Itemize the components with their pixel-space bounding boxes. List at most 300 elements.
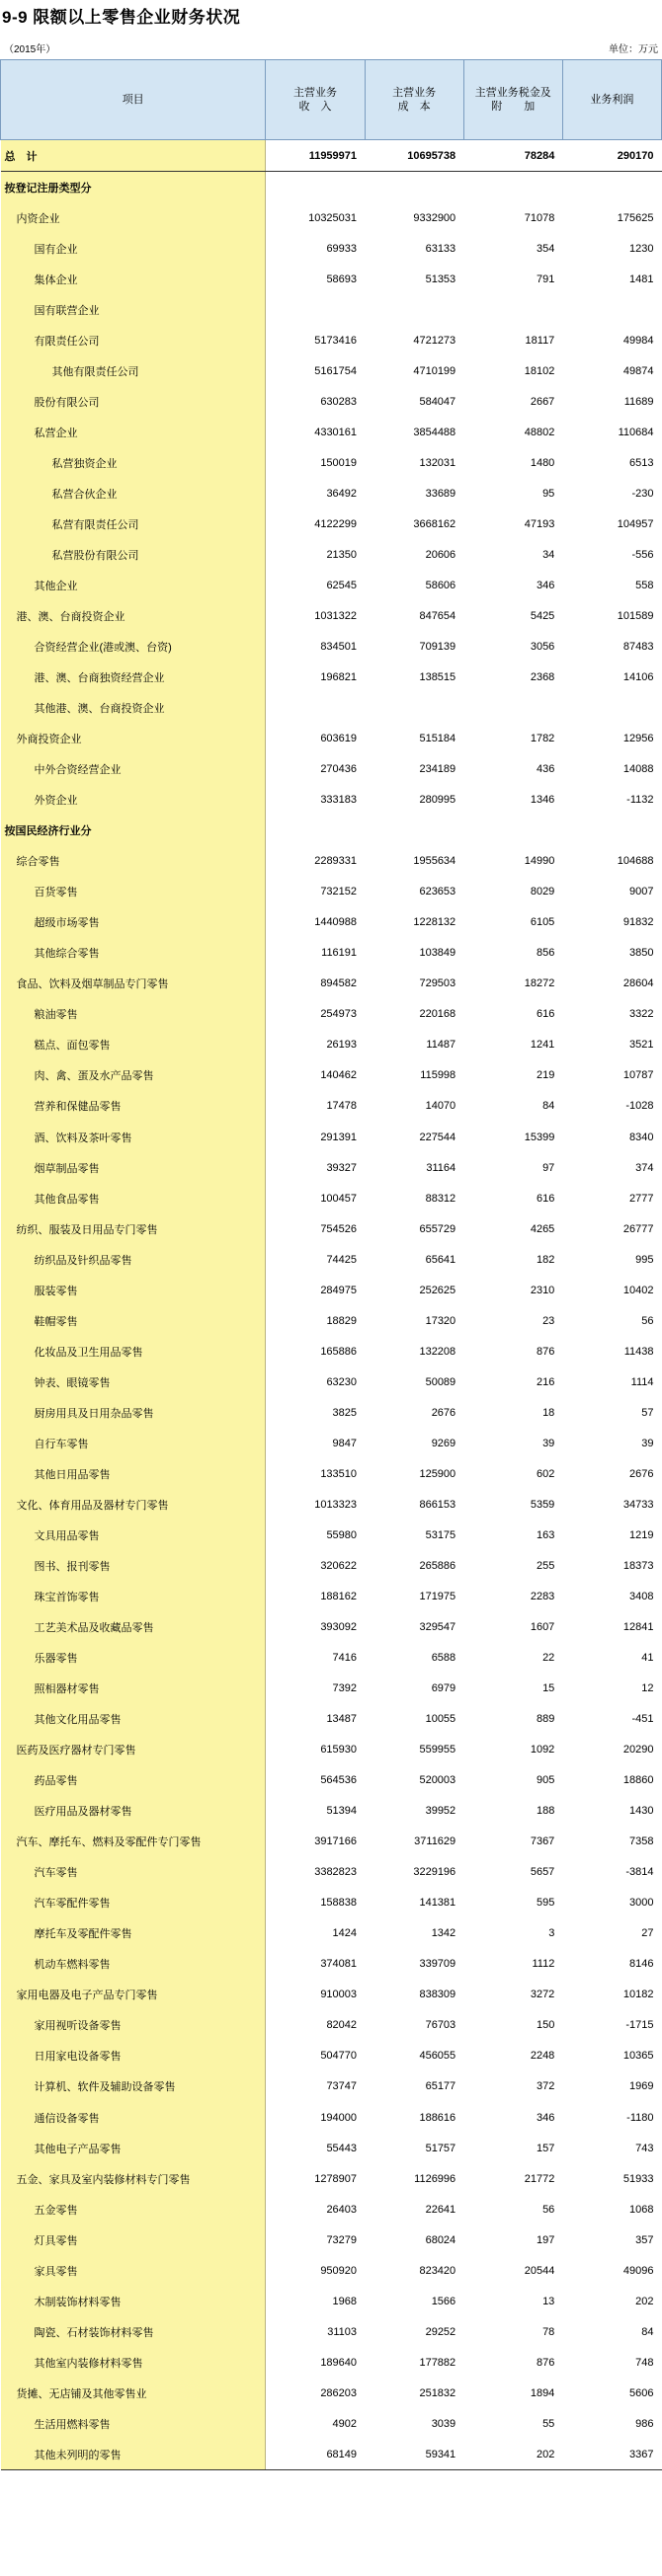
cell-cost: 58606 bbox=[425, 579, 456, 591]
row-label: 私营股份有限公司 bbox=[1, 539, 266, 570]
table-row bbox=[1, 264, 662, 294]
table-row bbox=[1, 570, 662, 600]
cell-cost: 234189 bbox=[419, 763, 456, 776]
cell-profit: 6513 bbox=[629, 456, 654, 469]
row-label: 家用电器及电子产品专门零售 bbox=[1, 1980, 266, 2010]
cell-profit: 743 bbox=[635, 2142, 654, 2154]
cell-cost: 51353 bbox=[425, 273, 456, 285]
cell-cost: 59341 bbox=[365, 2439, 463, 2470]
cell-profit: 7358 bbox=[629, 1835, 654, 1848]
cell-cost: 584047 bbox=[419, 395, 456, 408]
cell-tax: 56 bbox=[542, 2203, 555, 2216]
cell-revenue: 3917166 bbox=[314, 1835, 358, 1848]
table-row bbox=[1, 2347, 662, 2378]
cell-profit: 26777 bbox=[622, 1222, 654, 1235]
cell-tax: 876 bbox=[536, 2356, 555, 2369]
cell-tax: 15399 bbox=[524, 1131, 555, 1143]
cell-cost: 17320 bbox=[425, 1314, 456, 1327]
row-label: 服装零售 bbox=[1, 1275, 266, 1305]
cell-tax: 14990 bbox=[524, 855, 555, 868]
cell-revenue: 5161754 bbox=[314, 364, 358, 377]
cell-cost: 4710199 bbox=[413, 364, 456, 377]
cell-profit: 28604 bbox=[622, 977, 654, 990]
table-row bbox=[1, 785, 662, 816]
row-label: 汽车零售 bbox=[1, 1857, 266, 1888]
table-body bbox=[1, 140, 662, 2470]
cell-profit: 9007 bbox=[629, 886, 654, 898]
cell-profit: 87483 bbox=[622, 641, 654, 654]
cell-tax: 616 bbox=[536, 1192, 555, 1205]
cell-profit: -230 bbox=[631, 487, 654, 500]
table-row bbox=[1, 1122, 662, 1152]
cell-revenue: 7416 bbox=[332, 1652, 358, 1665]
cell-revenue: 3382823 bbox=[314, 1866, 358, 1879]
cell-revenue: 39327 bbox=[326, 1161, 358, 1174]
cell-tax: 889 bbox=[536, 1713, 555, 1726]
cell-profit: 49096 bbox=[622, 2264, 654, 2277]
cell-revenue: 26403 bbox=[326, 2203, 358, 2216]
table-row bbox=[1, 2225, 662, 2255]
table-row bbox=[1, 1704, 662, 1735]
cell-cost: 20606 bbox=[425, 548, 456, 561]
row-label: 私营企业 bbox=[1, 417, 266, 447]
cell-tax: 163 bbox=[536, 1528, 555, 1541]
cell-tax: 3272 bbox=[530, 1989, 555, 2001]
table-header-row bbox=[1, 60, 662, 140]
cell-tax: 2283 bbox=[530, 1590, 555, 1602]
cell-profit: 1230 bbox=[629, 242, 654, 255]
cell-cost: 709139 bbox=[419, 641, 456, 654]
cell-profit: 51933 bbox=[622, 2172, 654, 2185]
cell-cost: 1228132 bbox=[413, 916, 456, 929]
cell-profit: 1114 bbox=[630, 1375, 654, 1388]
row-label: 工艺美术品及收藏品零售 bbox=[1, 1612, 266, 1643]
cell-profit: 10787 bbox=[622, 1069, 654, 1082]
cell-profit: -1028 bbox=[625, 1100, 654, 1113]
row-label: 陶瓷、石材装饰材料零售 bbox=[1, 2316, 266, 2347]
cell-profit: 8146 bbox=[629, 1958, 654, 1971]
cell-tax: 4265 bbox=[530, 1222, 555, 1235]
row-label: 外资企业 bbox=[1, 785, 266, 816]
cell-revenue: 950920 bbox=[320, 2264, 358, 2277]
row-label: 肉、禽、蛋及水产品零售 bbox=[1, 1060, 266, 1091]
row-label: 机动车燃料零售 bbox=[1, 1949, 266, 1980]
cell-tax: 13 bbox=[542, 2295, 555, 2307]
cell-tax: 354 bbox=[536, 242, 555, 255]
cell-revenue: 13487 bbox=[326, 1713, 358, 1726]
cell-profit: 10402 bbox=[622, 1284, 654, 1296]
cell-revenue: 63230 bbox=[326, 1375, 358, 1388]
cell-tax: 219 bbox=[536, 1069, 555, 1082]
table-row bbox=[1, 1888, 662, 1918]
table-row bbox=[1, 2316, 662, 2347]
cell-cost: 823420 bbox=[419, 2264, 456, 2277]
cell-cost: 171975 bbox=[419, 1590, 456, 1602]
cell-cost: 10695738 bbox=[365, 140, 463, 172]
cell-profit: 12956 bbox=[622, 733, 654, 745]
cell-cost: 6979 bbox=[431, 1682, 456, 1695]
cell-revenue: 603619 bbox=[320, 733, 358, 745]
row-label: 其他文化用品零售 bbox=[1, 1704, 266, 1735]
cell-tax: 1346 bbox=[530, 794, 555, 807]
cell-cost: 251832 bbox=[419, 2386, 456, 2399]
cell-cost: 76703 bbox=[425, 2019, 456, 2032]
cell-tax: 71078 bbox=[524, 211, 555, 224]
cell-tax: 18117 bbox=[525, 334, 555, 347]
cell-cost: 265886 bbox=[419, 1559, 456, 1572]
cell-revenue: 910003 bbox=[320, 1989, 358, 2001]
cell-profit: 104957 bbox=[617, 517, 654, 530]
cell-revenue: 291391 bbox=[320, 1131, 358, 1143]
cell-tax: 23 bbox=[542, 1314, 555, 1327]
table-row bbox=[1, 846, 662, 877]
cell-revenue: 5173416 bbox=[314, 334, 358, 347]
cell-tax bbox=[463, 294, 562, 325]
cell-tax bbox=[463, 172, 562, 203]
cell-profit bbox=[562, 693, 661, 724]
cell-tax: 182 bbox=[536, 1253, 555, 1266]
cell-tax: 602 bbox=[536, 1467, 555, 1480]
row-label: 按登记注册类型分 bbox=[1, 172, 266, 203]
row-label: 糕点、面包零售 bbox=[1, 1030, 266, 1060]
row-label: 其他有限责任公司 bbox=[1, 355, 266, 386]
cell-cost: 559955 bbox=[419, 1744, 456, 1756]
cell-tax: 150 bbox=[536, 2019, 555, 2032]
cell-profit: 3408 bbox=[629, 1590, 654, 1602]
cell-tax: 1241 bbox=[530, 1039, 555, 1052]
table-row bbox=[1, 2378, 662, 2408]
cell-profit: 12 bbox=[641, 1682, 654, 1695]
row-label: 总 计 bbox=[1, 140, 266, 172]
row-label: 其他企业 bbox=[1, 570, 266, 600]
row-label: 药品零售 bbox=[1, 1765, 266, 1796]
cell-profit: 20290 bbox=[622, 1744, 654, 1756]
table-row bbox=[1, 1857, 662, 1888]
cell-profit: 374 bbox=[635, 1161, 654, 1174]
cell-profit bbox=[562, 294, 661, 325]
cell-revenue: 21350 bbox=[326, 548, 358, 561]
cell-tax: 34 bbox=[542, 548, 555, 561]
table-row bbox=[1, 202, 662, 233]
cell-profit: 2676 bbox=[629, 1467, 654, 1480]
cell-cost: 51757 bbox=[425, 2142, 456, 2154]
cell-revenue: 1440988 bbox=[314, 916, 358, 929]
cell-tax: 3056 bbox=[530, 641, 555, 654]
table-row bbox=[1, 2041, 662, 2071]
cell-profit: 986 bbox=[635, 2417, 654, 2430]
table-row bbox=[1, 325, 662, 355]
cell-revenue: 189640 bbox=[320, 2356, 358, 2369]
cell-cost: 177882 bbox=[419, 2356, 456, 2369]
cell-revenue: 82042 bbox=[326, 2019, 358, 2032]
cell-profit: 1481 bbox=[629, 273, 654, 285]
cell-revenue: 732152 bbox=[320, 886, 358, 898]
cell-revenue: 116191 bbox=[321, 947, 358, 960]
row-label: 合资经营企业(港或澳、台资) bbox=[1, 632, 266, 663]
cell-tax: 47193 bbox=[524, 517, 555, 530]
cell-profit: 5606 bbox=[629, 2386, 654, 2399]
cell-cost: 141381 bbox=[419, 1897, 456, 1910]
cell-profit: 49984 bbox=[622, 334, 654, 347]
row-label: 医疗用品及器材零售 bbox=[1, 1796, 266, 1827]
cell-revenue: 630283 bbox=[320, 395, 358, 408]
cell-revenue bbox=[266, 816, 365, 846]
cell-tax: 876 bbox=[536, 1345, 555, 1358]
cell-tax: 856 bbox=[536, 947, 555, 960]
cell-profit: 1969 bbox=[629, 2080, 654, 2093]
table-row bbox=[1, 140, 662, 172]
cell-cost: 623653 bbox=[419, 886, 456, 898]
cell-revenue: 74425 bbox=[326, 1253, 358, 1266]
table-row bbox=[1, 478, 662, 508]
row-label: 有限责任公司 bbox=[1, 325, 266, 355]
cell-tax: 1782 bbox=[530, 733, 555, 745]
cell-tax: 15 bbox=[542, 1682, 555, 1695]
cell-revenue: 188162 bbox=[320, 1590, 358, 1602]
row-label: 纺织品及针织品零售 bbox=[1, 1244, 266, 1275]
cell-profit: 3322 bbox=[629, 1008, 654, 1021]
cell-tax: 1607 bbox=[530, 1621, 555, 1634]
cell-tax: 1894 bbox=[530, 2386, 555, 2399]
cell-revenue: 9847 bbox=[332, 1437, 358, 1449]
row-label: 外商投资企业 bbox=[1, 724, 266, 754]
cell-profit: 11438 bbox=[623, 1345, 654, 1358]
cell-revenue: 140462 bbox=[320, 1069, 358, 1082]
cell-cost: 280995 bbox=[419, 794, 456, 807]
row-label: 超级市场零售 bbox=[1, 907, 266, 938]
header-cost: 主营业务 成 本 bbox=[365, 60, 463, 140]
row-label: 其他食品零售 bbox=[1, 1183, 266, 1213]
cell-profit: -1132 bbox=[626, 794, 654, 807]
cell-profit: 57 bbox=[641, 1406, 654, 1419]
cell-revenue: 4330161 bbox=[314, 426, 358, 438]
cell-revenue: 254973 bbox=[320, 1008, 358, 1021]
cell-revenue: 17478 bbox=[326, 1100, 358, 1113]
cell-revenue: 374081 bbox=[320, 1958, 358, 1971]
header-profit: 业务利润 bbox=[562, 60, 661, 140]
table-row bbox=[1, 1366, 662, 1397]
cell-tax: 8029 bbox=[530, 886, 555, 898]
cell-cost: 3711629 bbox=[414, 1835, 456, 1848]
table-row bbox=[1, 2286, 662, 2316]
row-label: 家具零售 bbox=[1, 2255, 266, 2286]
table-row bbox=[1, 172, 662, 203]
cell-revenue: 754526 bbox=[320, 1222, 358, 1235]
cell-tax: 5657 bbox=[530, 1866, 555, 1879]
cell-tax: 2667 bbox=[530, 395, 555, 408]
cell-revenue: 73279 bbox=[326, 2233, 358, 2246]
cell-cost: 339709 bbox=[419, 1958, 456, 1971]
cell-cost: 138515 bbox=[419, 671, 456, 684]
row-label: 集体企业 bbox=[1, 264, 266, 294]
table-row bbox=[1, 663, 662, 693]
row-label: 化妆品及卫生用品零售 bbox=[1, 1336, 266, 1366]
cell-cost: 132208 bbox=[419, 1345, 456, 1358]
table-row bbox=[1, 1030, 662, 1060]
cell-cost: 63133 bbox=[425, 242, 456, 255]
cell-revenue: 55980 bbox=[326, 1528, 358, 1541]
table-row bbox=[1, 1949, 662, 1980]
table-row bbox=[1, 754, 662, 785]
row-label: 其他室内装修材料零售 bbox=[1, 2347, 266, 2378]
cell-tax: 78284 bbox=[463, 140, 562, 172]
cell-cost: 3854488 bbox=[413, 426, 456, 438]
cell-tax: 157 bbox=[536, 2142, 555, 2154]
table-row bbox=[1, 693, 662, 724]
cell-cost: 103849 bbox=[419, 947, 456, 960]
cell-profit: 18860 bbox=[622, 1774, 654, 1787]
cell-profit: 175625 bbox=[617, 211, 654, 224]
cell-profit: 3521 bbox=[629, 1039, 654, 1052]
row-label: 五金零售 bbox=[1, 2194, 266, 2225]
cell-cost bbox=[365, 816, 463, 846]
cell-profit: 39 bbox=[641, 1437, 654, 1449]
row-label: 港、澳、台商独资经营企业 bbox=[1, 663, 266, 693]
cell-cost: 655729 bbox=[419, 1222, 456, 1235]
cell-revenue: 2289331 bbox=[314, 855, 358, 868]
cell-profit: 748 bbox=[635, 2356, 654, 2369]
cell-cost: 39952 bbox=[425, 1805, 456, 1818]
cell-revenue bbox=[266, 693, 365, 724]
table-row bbox=[1, 600, 662, 631]
table-row bbox=[1, 2010, 662, 2041]
cell-revenue: 18829 bbox=[326, 1314, 358, 1327]
row-label: 国有企业 bbox=[1, 233, 266, 264]
table-row bbox=[1, 2194, 662, 2225]
row-label: 生活用燃料零售 bbox=[1, 2408, 266, 2439]
row-label: 照相器材零售 bbox=[1, 1674, 266, 1704]
table-row bbox=[1, 816, 662, 846]
cell-revenue: 26193 bbox=[326, 1039, 358, 1052]
row-label: 按国民经济行业分 bbox=[1, 816, 266, 846]
cell-cost: 125900 bbox=[419, 1467, 456, 1480]
row-label: 厨房用具及日用杂品零售 bbox=[1, 1397, 266, 1428]
cell-tax: 48802 bbox=[524, 426, 555, 438]
cell-revenue: 165886 bbox=[320, 1345, 358, 1358]
table-row bbox=[1, 724, 662, 754]
cell-profit: 10182 bbox=[622, 1989, 654, 2001]
cell-cost: 33689 bbox=[425, 487, 456, 500]
row-label: 粮油零售 bbox=[1, 999, 266, 1030]
table-row bbox=[1, 539, 662, 570]
table-row bbox=[1, 1612, 662, 1643]
cell-profit: -1180 bbox=[626, 2111, 654, 2124]
cell-cost: 31164 bbox=[426, 1161, 456, 1174]
cell-revenue: 1424 bbox=[332, 1927, 358, 1940]
table-row bbox=[1, 1550, 662, 1581]
cell-profit: 3367 bbox=[562, 2439, 661, 2470]
table-row bbox=[1, 1980, 662, 2010]
cell-tax: 18102 bbox=[524, 364, 555, 377]
cell-tax bbox=[463, 816, 562, 846]
table-row bbox=[1, 907, 662, 938]
table-row bbox=[1, 2071, 662, 2102]
cell-cost: 88312 bbox=[425, 1192, 456, 1205]
cell-cost: 188616 bbox=[419, 2111, 456, 2124]
cell-revenue: 834501 bbox=[320, 641, 358, 654]
row-label: 其他未列明的零售 bbox=[1, 2439, 266, 2470]
cell-revenue: 36492 bbox=[326, 487, 358, 500]
row-label: 私营有限责任公司 bbox=[1, 508, 266, 539]
cell-revenue: 196821 bbox=[320, 671, 358, 684]
cell-tax: 18272 bbox=[524, 977, 555, 990]
cell-revenue: 51394 bbox=[326, 1805, 358, 1818]
table-row bbox=[1, 1091, 662, 1122]
cell-tax: 2368 bbox=[530, 671, 555, 684]
cell-tax: 1112 bbox=[532, 1958, 555, 1971]
row-label: 营养和保健品零售 bbox=[1, 1091, 266, 1122]
table-row bbox=[1, 233, 662, 264]
cell-profit: 12841 bbox=[622, 1621, 654, 1634]
table-row bbox=[1, 2102, 662, 2133]
cell-tax: 5425 bbox=[530, 609, 555, 622]
cell-cost: 1566 bbox=[431, 2295, 456, 2307]
table-row bbox=[1, 2255, 662, 2286]
cell-revenue: 393092 bbox=[320, 1621, 358, 1634]
table-row bbox=[1, 969, 662, 999]
cell-tax: 595 bbox=[536, 1897, 555, 1910]
row-label: 内资企业 bbox=[1, 202, 266, 233]
cell-revenue: 1013323 bbox=[314, 1498, 358, 1511]
row-label: 烟草制品零售 bbox=[1, 1152, 266, 1183]
cell-cost: 3229196 bbox=[413, 1866, 456, 1879]
row-label: 酒、饮料及茶叶零售 bbox=[1, 1122, 266, 1152]
row-label: 文化、体育用品及器材专门零售 bbox=[1, 1489, 266, 1520]
cell-profit: -1715 bbox=[625, 2019, 654, 2032]
cell-cost: 227544 bbox=[419, 1131, 456, 1143]
row-label: 汽车零配件零售 bbox=[1, 1888, 266, 1918]
table-row bbox=[1, 1397, 662, 1428]
table-row bbox=[1, 447, 662, 478]
cell-cost bbox=[365, 294, 463, 325]
cell-revenue: 3825 bbox=[332, 1406, 358, 1419]
table-row bbox=[1, 1336, 662, 1366]
cell-cost: 50089 bbox=[425, 1375, 456, 1388]
cell-tax: 1092 bbox=[530, 1744, 555, 1756]
cell-cost: 53175 bbox=[425, 1528, 456, 1541]
cell-tax: 39 bbox=[542, 1437, 555, 1449]
cell-cost: 220168 bbox=[419, 1008, 456, 1021]
cell-cost: 520003 bbox=[419, 1774, 456, 1787]
cell-tax: 188 bbox=[536, 1805, 555, 1818]
cell-profit: 56 bbox=[641, 1314, 654, 1327]
cell-revenue: 68149 bbox=[266, 2439, 365, 2470]
cell-tax: 1480 bbox=[530, 456, 555, 469]
cell-cost: 1126996 bbox=[414, 2172, 456, 2185]
table-row bbox=[1, 938, 662, 969]
cell-profit: 2777 bbox=[629, 1192, 654, 1205]
cell-tax: 6105 bbox=[530, 916, 555, 929]
cell-revenue: 58693 bbox=[326, 273, 358, 285]
cell-revenue: 100457 bbox=[320, 1192, 358, 1205]
cell-profit: 8340 bbox=[629, 1131, 654, 1143]
cell-revenue: 270436 bbox=[320, 763, 358, 776]
cell-profit: 1219 bbox=[629, 1528, 654, 1541]
table-row bbox=[1, 1458, 662, 1489]
cell-revenue: 4902 bbox=[332, 2417, 358, 2430]
cell-revenue bbox=[266, 294, 365, 325]
cell-revenue: 11959971 bbox=[266, 140, 365, 172]
row-label: 国有联营企业 bbox=[1, 294, 266, 325]
cell-profit: 27 bbox=[641, 1927, 654, 1940]
cell-profit: 14106 bbox=[622, 671, 654, 684]
row-label: 其他综合零售 bbox=[1, 938, 266, 969]
row-label: 纺织、服装及日用品专门零售 bbox=[1, 1213, 266, 1244]
cell-revenue: 62545 bbox=[326, 579, 358, 591]
cell-profit: 18373 bbox=[622, 1559, 654, 1572]
cell-cost: 4721273 bbox=[413, 334, 456, 347]
table-row bbox=[1, 1428, 662, 1458]
